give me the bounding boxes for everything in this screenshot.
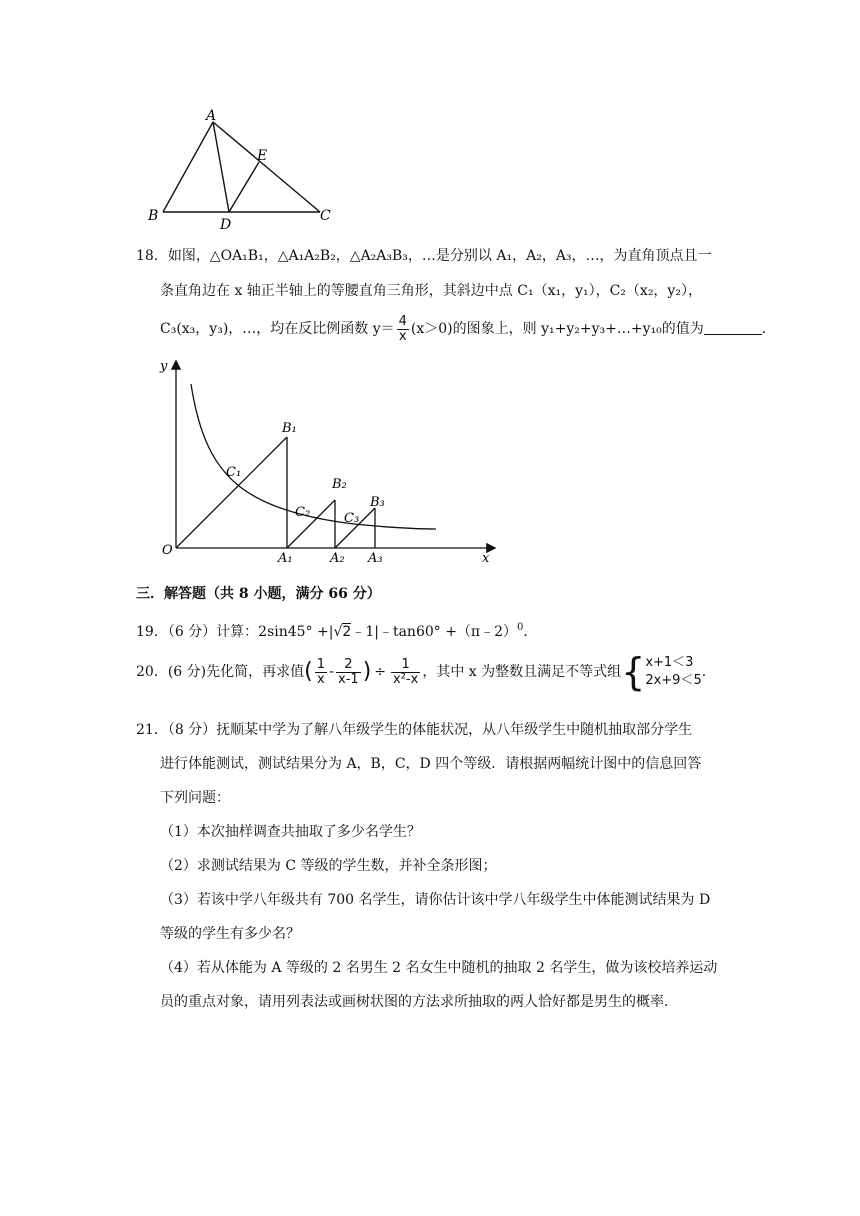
label-A2: A₂ — [330, 551, 345, 566]
q21-part4b: 员的重点对象，请用列表法或画树状图的方法求所抽取的两人恰好都是男生的概率． — [160, 994, 678, 1010]
ineq2: 2x+9＜5 — [645, 673, 702, 688]
q19-exponent: 0 — [517, 622, 524, 633]
q19 — [136, 618, 537, 642]
q20-frac2 — [336, 658, 361, 687]
q19-text-pre: （6 分）计算：2sin45° +| — [167, 624, 334, 640]
q21-line2: 进行体能测试，测试结果分为 A，B，C，D 四个等级．请根据两幅统计图中的信息回答 — [160, 756, 702, 772]
q21-part1: （1）本次抽样调查共抽取了多少名学生？ — [160, 824, 421, 840]
label-B1: B₁ — [282, 421, 297, 436]
origin-label: O — [162, 543, 173, 558]
brace-icon: { — [621, 650, 646, 694]
inequality-system — [645, 654, 701, 690]
label-C1: C₁ — [226, 465, 242, 480]
q20-frac1 — [315, 658, 327, 687]
q21-part3b: 等级的学生有多少名？ — [160, 926, 300, 942]
q18-line2 — [160, 281, 702, 301]
q20 — [136, 652, 716, 692]
label-C3: C₃ — [344, 511, 360, 526]
axis-x-label: x — [482, 551, 490, 566]
paren-close: ) — [362, 659, 372, 684]
label-A3: A₃ — [368, 551, 383, 566]
f2-num: 2 — [336, 658, 361, 673]
q21-line1 — [136, 720, 692, 740]
sqrt-sign: √ — [333, 624, 343, 640]
q18-text2: 条直角边在 x 轴正半轴上的等腰直角三角形，其斜边中点 C₁（x₁，y₁），C₂（x₂，y₂）， — [160, 283, 702, 299]
f1-num: 1 — [316, 656, 325, 672]
q20-frac3 — [391, 658, 420, 687]
q18-line1 — [136, 246, 712, 266]
q21-text1: （8 分）抚顺某中学为了解八年级学生的体能状况，从八年级学生中随机抽取部分学生 — [167, 722, 693, 738]
triangle-figure — [140, 108, 340, 232]
q19-text-post: ﹣1|﹣tan60° +（π﹣2） — [351, 624, 518, 640]
label-C: C — [320, 208, 331, 224]
q21-part4a: （4）若从体能为 A 等级的 2 名男生 2 名女生中随机的抽取 2 名学生，做为该校培养运动 — [160, 960, 718, 976]
q20-end: ． — [701, 664, 716, 680]
f3-num: 1 — [391, 658, 420, 673]
frac-num: 4 — [398, 313, 407, 329]
label-B3: B₃ — [370, 495, 385, 510]
q20-number: 20． — [136, 664, 168, 680]
f3-den: x²-x — [393, 671, 419, 687]
q18-end: ． — [761, 321, 776, 337]
label-A: A — [206, 108, 217, 124]
section-title: 三．解答题（共 8 小题，满分 66 分） — [136, 586, 381, 602]
q19-end: ． — [523, 624, 538, 640]
frac-den: x — [398, 328, 407, 344]
q21-number: 21． — [136, 722, 168, 738]
f1-den: x — [316, 671, 325, 687]
label-D: D — [220, 217, 232, 232]
axis-y-label: y — [160, 359, 168, 374]
q18-line3 — [160, 314, 776, 344]
minus-sign: - — [328, 664, 335, 680]
q21-part3a: （3）若该中学八年级共有 700 名学生，请你估计该中学八年级学生中体能测试结果为 D — [160, 892, 711, 908]
q19-number: 19． — [136, 624, 168, 640]
q18-number: 18． — [136, 248, 168, 264]
label-A1: A₁ — [278, 551, 293, 566]
paren-open: ( — [304, 659, 313, 684]
answer-blank[interactable] — [704, 320, 762, 335]
sqrt-value: 2 — [342, 624, 352, 640]
q20-text-pre: (6 分)先化简，再求值 — [167, 664, 305, 680]
q21-part2: （2）求测试结果为 C 等级的学生数，并补全条形图； — [160, 858, 497, 874]
label-C2: C₂ — [295, 505, 311, 520]
q20-text-mid: ，其中 x 为整数且满足不等式组 — [422, 664, 622, 680]
q18-text3-post: (x＞0)的图象上，则 y₁+y₂+y₃+…+y₁₀的值为 — [410, 321, 704, 337]
ineq1: x+1＜3 — [645, 655, 694, 670]
f2-den: x-1 — [338, 671, 359, 687]
label-B2: B₂ — [332, 477, 347, 492]
q18-text3-pre: C₃(x₃，y₃)，…，均在反比例函数 y＝ — [160, 321, 395, 337]
label-B: B — [148, 208, 159, 224]
hyperbola-figure — [154, 356, 500, 566]
divide-sign: ÷ — [374, 664, 387, 680]
q21-line3: 下列问题： — [160, 790, 230, 806]
label-E: E — [257, 148, 268, 164]
q18-fraction — [397, 315, 409, 344]
q18-text1: 如图，△OA₁B₁，△A₁A₂B₂，△A₂A₃B₃，…是分别以 A₁，A₂，A₃，…，为直角顶点且一 — [167, 248, 712, 264]
